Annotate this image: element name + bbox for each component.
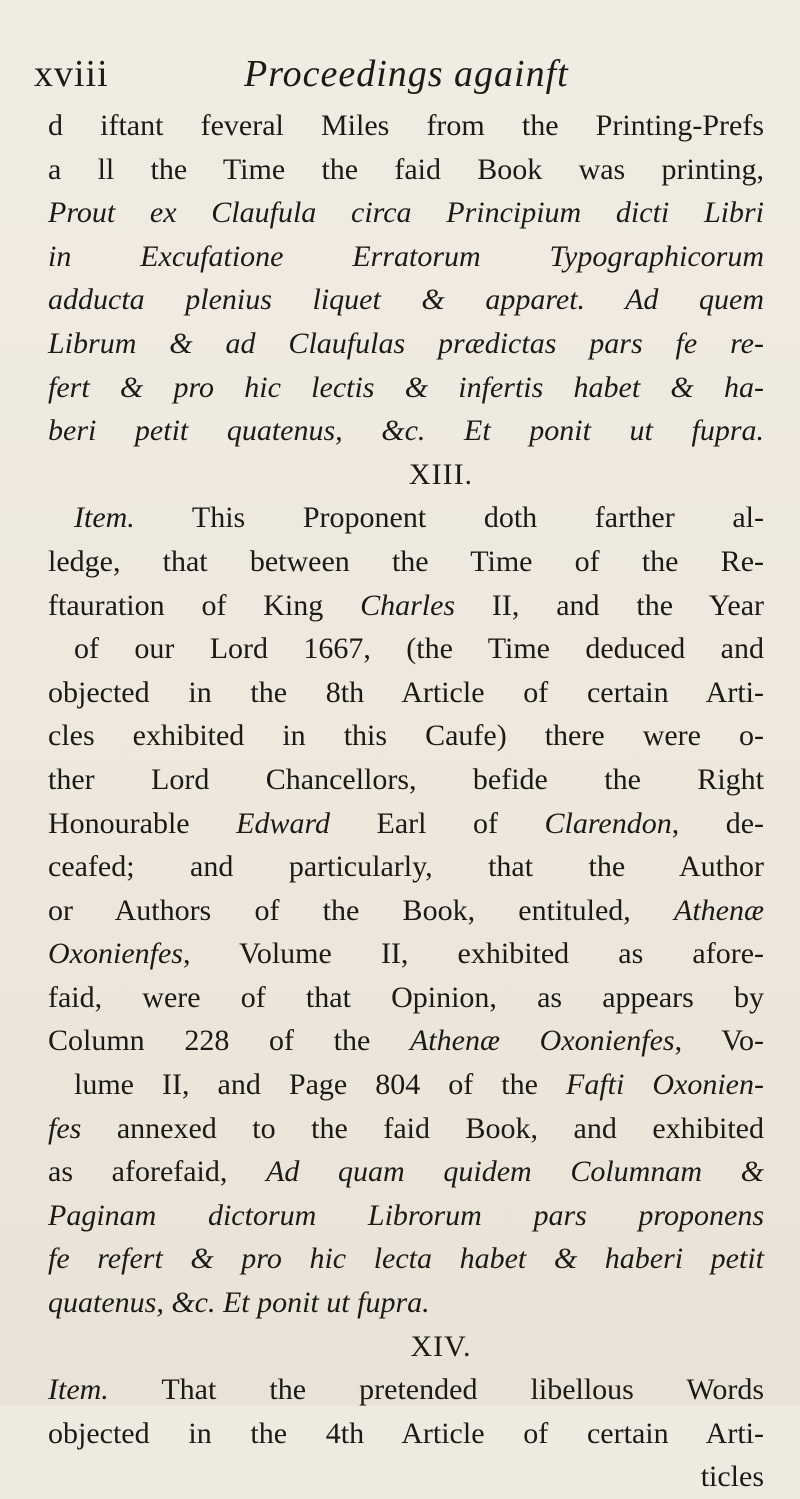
text-line: Librum & ad Claufulas prædictas pars fe re- bbox=[48, 326, 764, 360]
text-run: , Vo- bbox=[674, 1024, 764, 1058]
text-run: , de- bbox=[671, 806, 764, 840]
catchword: ticles bbox=[700, 1460, 764, 1494]
text-line: ceafed; and particularly, that the Author bbox=[48, 850, 764, 884]
text-run: fes bbox=[48, 1111, 82, 1145]
text-run: lume II, and Page 804 of the bbox=[74, 1068, 566, 1102]
text-line bbox=[48, 802, 764, 846]
text-line: Prout ex Claufula circa Principium dicti Libri bbox=[48, 196, 764, 230]
text-line bbox=[48, 1368, 764, 1412]
text-line bbox=[48, 889, 764, 933]
text-run: as aforefaid, bbox=[48, 1155, 267, 1189]
text-run: Athenæ Oxonienfes bbox=[409, 1024, 675, 1058]
text-line: ledge, that between the Time of the Re- bbox=[48, 544, 764, 578]
running-title: Proceedings againft bbox=[244, 53, 569, 95]
text-line: quatenus, &c. Et ponit ut fupra. bbox=[48, 1286, 430, 1320]
text-line: adducta plenius liquet & apparet. Ad quem bbox=[48, 283, 764, 317]
text-run: Clarendon bbox=[544, 806, 672, 840]
text-run: Charles bbox=[360, 588, 456, 622]
text-run: Edward bbox=[236, 806, 331, 840]
text-line: cles exhibited in this Caufe) there were o- bbox=[48, 719, 764, 753]
text-line: d iftant feveral Miles from the Printing-Prefs bbox=[48, 109, 764, 142]
text-line bbox=[48, 1150, 764, 1194]
article-numeral: XIV. bbox=[410, 1329, 472, 1363]
text-run: , Volume II, exhibited as afore- bbox=[182, 937, 764, 971]
text-run: That the pretended libellous Words bbox=[108, 1373, 764, 1407]
page-number: xviii bbox=[34, 53, 109, 95]
text-line: faid, were of that Opinion, as appears by bbox=[48, 980, 764, 1014]
text-line bbox=[48, 1063, 764, 1107]
text-line bbox=[48, 1107, 764, 1151]
text-run: II, and the Year bbox=[455, 588, 764, 622]
text-run: Oxonienfes bbox=[48, 937, 183, 971]
text-line: of our Lord 1667, (the Time deduced and bbox=[74, 632, 764, 666]
text-line: objected in the 4th Article of certain Arti- bbox=[48, 1416, 764, 1450]
text-run: Athenæ bbox=[674, 893, 764, 927]
text-line: fert & pro hic lectis & infertis habet & ha- bbox=[48, 370, 764, 404]
text-line bbox=[48, 932, 764, 976]
text-run: Honourable bbox=[48, 806, 237, 840]
body-text bbox=[48, 104, 764, 1499]
text-run: Column 228 of the bbox=[48, 1024, 410, 1058]
text-line: fe refert & pro hic lecta habet & haberi petit bbox=[48, 1242, 764, 1276]
text-line: objected in the 8th Article of certain Arti- bbox=[48, 675, 764, 709]
text-run: ftauration of King bbox=[48, 588, 361, 622]
text-line: ther Lord Chancellors, befide the Right bbox=[48, 762, 764, 796]
text-line: Paginam dictorum Librorum pars proponens bbox=[48, 1198, 764, 1232]
text-run: Fafti Oxonien- bbox=[566, 1068, 764, 1102]
text-line bbox=[48, 1019, 764, 1063]
item-label: Item. bbox=[48, 1373, 109, 1407]
text-line bbox=[48, 496, 764, 540]
text-run: Ad quam quidem Columnam & bbox=[266, 1155, 764, 1189]
text-run: This Proponent doth farther al- bbox=[134, 501, 764, 535]
text-run: Earl of bbox=[330, 806, 545, 840]
page-header bbox=[34, 52, 774, 102]
item-label: Item. bbox=[74, 501, 135, 535]
text-run: annexed to the faid Book, and exhibited bbox=[81, 1111, 764, 1145]
article-numeral: XIII. bbox=[408, 457, 474, 491]
text-line: beri petit quatenus, &c. Et ponit ut fupra. bbox=[48, 414, 764, 448]
text-line: a ll the Time the faid Book was printing, bbox=[48, 152, 764, 186]
text-line: in Excufatione Erratorum Typographicorum bbox=[48, 239, 764, 273]
text-run: or Authors of the Book, entituled, bbox=[48, 893, 674, 927]
text-line bbox=[48, 584, 764, 628]
